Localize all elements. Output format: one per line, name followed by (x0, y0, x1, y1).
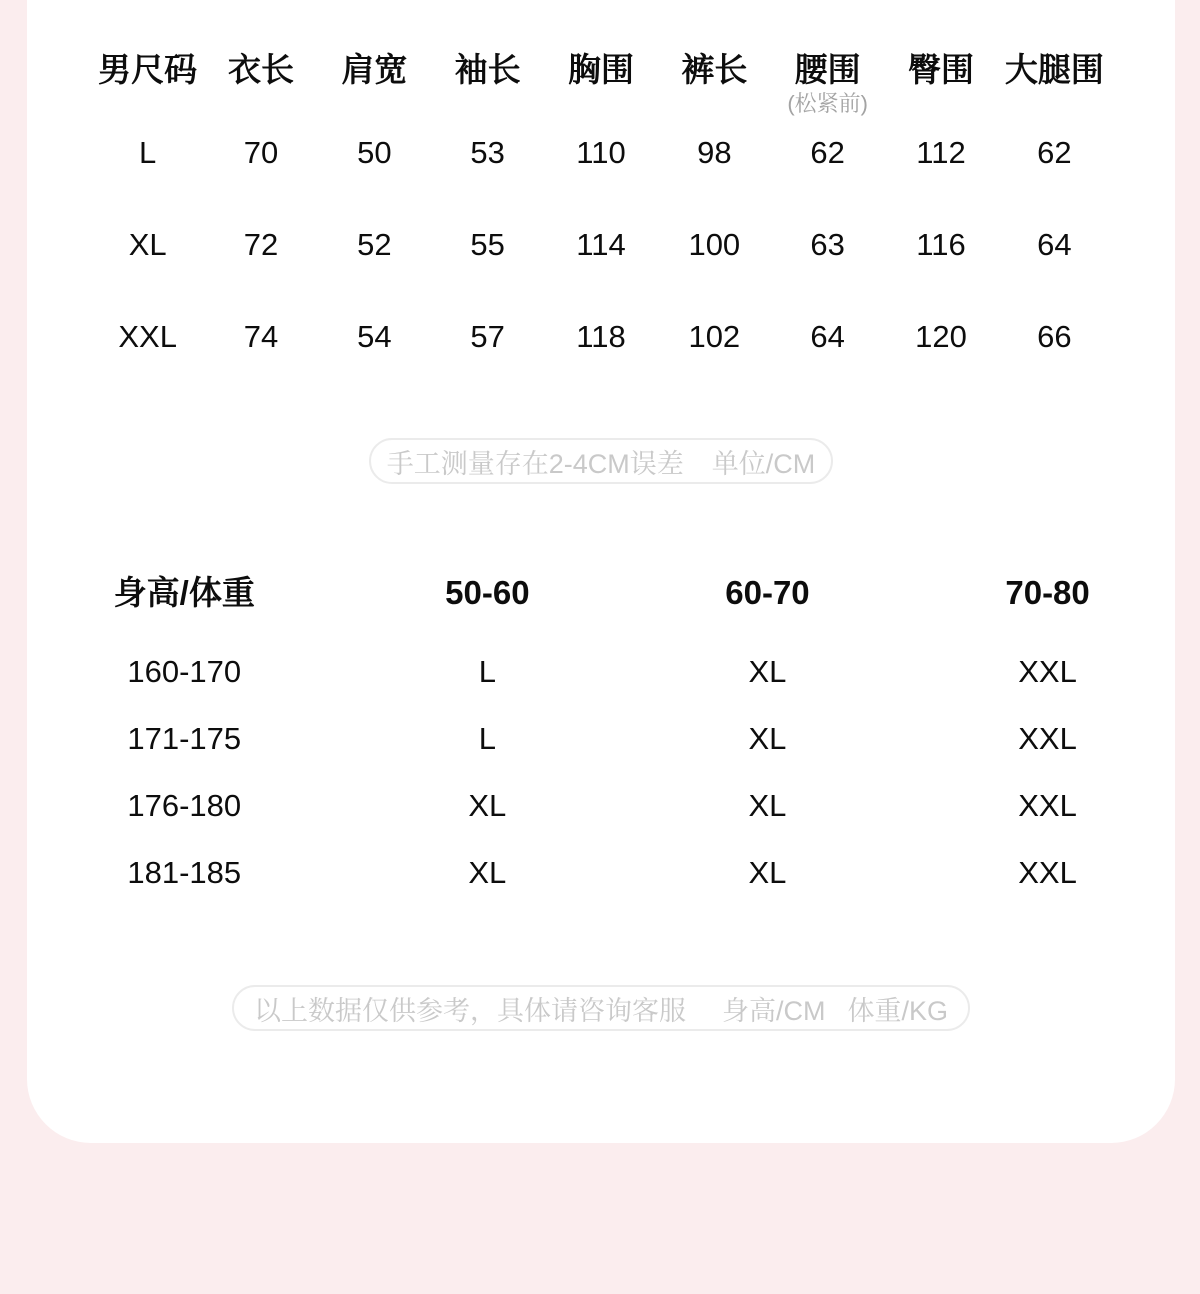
size-cell: L (478, 653, 496, 689)
fit-table-header (27, 571, 1175, 615)
size-cell: XL (748, 720, 787, 756)
header-label: 男尺码 (98, 51, 198, 88)
header-weight-range: 70-80 (1005, 574, 1090, 611)
value-cell: 54 (357, 319, 392, 354)
fit-row-171-175 (27, 705, 1175, 772)
header-garment-length (204, 47, 317, 93)
value-cell: 120 (915, 319, 967, 354)
size-cell: XXL (1018, 653, 1077, 689)
waist-elastic-subnote: (松紧前) (787, 91, 868, 116)
value-cell: 116 (916, 227, 966, 262)
value-cell: 62 (1037, 135, 1072, 170)
fit-row-160-170 (27, 638, 1175, 705)
header-thigh (998, 47, 1111, 93)
header-pants-length (658, 47, 771, 93)
value-cell: 55 (470, 227, 505, 262)
header-label: 裤长 (681, 51, 748, 88)
size-cell: XXL (1018, 787, 1077, 823)
height-unit-note: 身高/CM (721, 995, 826, 1026)
size-cell: XL (748, 653, 787, 689)
size-cell: XXL (118, 319, 177, 354)
fit-row-176-180 (27, 772, 1175, 839)
height-cell: 176-180 (127, 787, 242, 823)
value-cell: 52 (357, 227, 392, 262)
height-cell: 171-175 (127, 720, 242, 756)
measurement-row-xxl (27, 291, 1175, 383)
value-cell: 98 (697, 135, 732, 170)
value-cell: 63 (810, 227, 845, 262)
size-cell: XL (468, 854, 507, 890)
value-cell: 102 (688, 319, 741, 354)
fit-row-181-185 (27, 839, 1175, 906)
fit-table (27, 571, 1175, 906)
value-cell: 100 (688, 227, 741, 262)
value-cell: 57 (470, 319, 505, 354)
header-label: 腰围 (794, 51, 861, 88)
size-cell: XL (748, 787, 787, 823)
measurement-row-xl (27, 199, 1175, 291)
value-cell: 50 (357, 135, 392, 170)
reference-note: 以上数据仅供参考，具体请咨询客服 (253, 995, 686, 1026)
header-weight-range: 60-70 (725, 574, 810, 611)
header-height-weight: 身高/体重 (113, 574, 255, 611)
height-cell: 160-170 (127, 653, 242, 689)
header-label: 袖长 (454, 51, 521, 88)
value-cell: 110 (576, 135, 626, 170)
header-hip (884, 47, 997, 93)
header-mens-size (91, 47, 204, 93)
header-shoulder-width (318, 47, 431, 93)
size-cell: XL (748, 854, 787, 890)
weight-unit-note: 体重/KG (847, 995, 948, 1026)
size-cell: XXL (1018, 854, 1077, 890)
value-cell: 62 (810, 135, 845, 170)
value-cell: 70 (243, 135, 279, 170)
value-cell: 112 (916, 135, 966, 170)
value-cell: 72 (243, 227, 279, 262)
size-chart-card (27, 0, 1175, 1143)
header-chest (544, 47, 657, 93)
size-cell: XL (128, 227, 167, 262)
size-cell: L (478, 720, 496, 756)
size-cell: XL (468, 787, 507, 823)
value-cell: 74 (243, 319, 279, 354)
measurement-table-header (27, 0, 1175, 116)
size-cell: XXL (1018, 720, 1077, 756)
measure-tolerance-pill (369, 438, 833, 484)
value-cell: 66 (1037, 319, 1072, 354)
value-cell: 64 (1037, 227, 1072, 262)
height-cell: 181-185 (127, 854, 242, 890)
measurement-row-l (27, 107, 1175, 199)
size-cell: L (139, 135, 157, 170)
header-label: 肩宽 (341, 51, 408, 88)
reference-note-pill (232, 985, 970, 1031)
unit-note: 单位/CM (711, 448, 816, 479)
header-label: 衣长 (227, 51, 294, 88)
header-weight-range: 50-60 (445, 574, 530, 611)
value-cell: 64 (810, 319, 845, 354)
value-cell: 114 (576, 227, 626, 262)
value-cell: 53 (470, 135, 505, 170)
value-cell: 118 (576, 319, 626, 354)
header-label: 臀围 (907, 51, 974, 88)
header-label: 胸围 (567, 51, 634, 88)
tolerance-note: 手工测量存在2-4CM误差 (386, 448, 684, 479)
header-sleeve-length (431, 47, 544, 93)
header-waist (771, 47, 884, 116)
header-label: 大腿围 (1004, 51, 1104, 88)
